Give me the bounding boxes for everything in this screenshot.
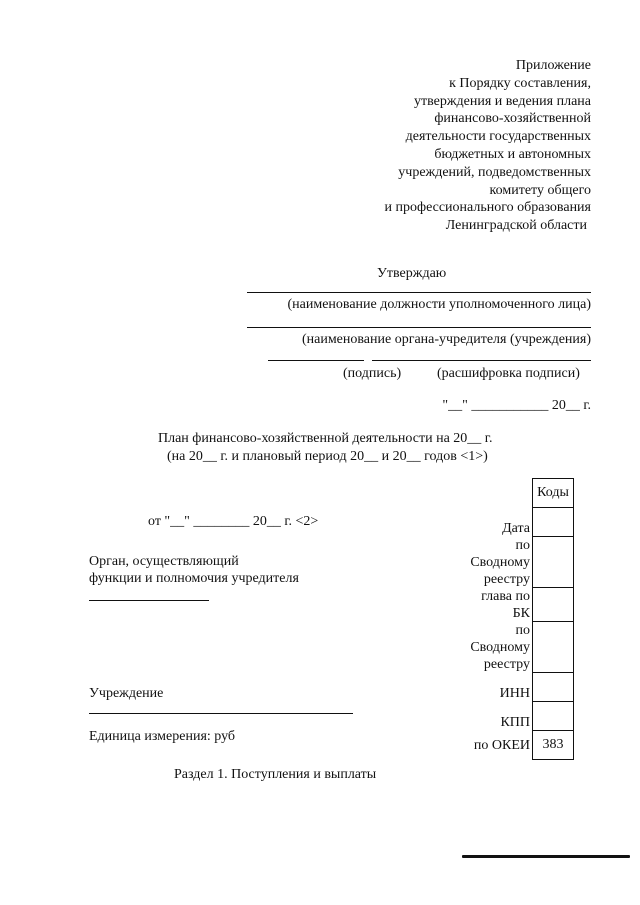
table-row: [464, 731, 574, 760]
position-caption: (наименование должности уполномоченного лица): [287, 297, 591, 312]
code-label-registry-2: по Сводному реестру: [470, 622, 530, 672]
approval-date: "__" ___________ 20__ г.: [442, 398, 591, 413]
table-row: [464, 537, 574, 588]
appendix-line: комитету общего: [489, 182, 591, 198]
appendix-line: учреждений, подведомственных: [398, 164, 591, 180]
code-label-inn: ИНН: [499, 685, 530, 701]
appendix-line: утверждения и ведения плана: [413, 93, 591, 109]
organ-field-line: [89, 600, 209, 601]
appendix-line: бюджетных и автономных: [434, 146, 591, 162]
codes-header: Коды: [533, 479, 574, 508]
organ-signature-line: [247, 327, 591, 328]
codes-header-row: [464, 479, 574, 508]
appendix-line: деятельности государственных: [405, 129, 591, 145]
table-row: [464, 622, 574, 673]
code-label-date: Дата: [502, 520, 530, 536]
code-value-okei[interactable]: 383: [533, 731, 574, 760]
code-label-bk: глава по БК: [481, 588, 530, 621]
table-row: [464, 702, 574, 731]
code-value-inn[interactable]: [533, 673, 574, 702]
signature-line: [268, 360, 364, 361]
organ-label-line2: функции и полномочия учредителя: [89, 571, 299, 586]
code-label-okei: по ОКЕИ: [473, 737, 530, 753]
code-value-registry-2[interactable]: [533, 622, 574, 673]
code-label-registry: по Сводному реестру: [470, 537, 530, 587]
institution-field-line: [89, 713, 353, 714]
signature-decode-line: [372, 360, 591, 361]
signature-caption: (подпись): [343, 366, 402, 381]
unit-label: Единица измерения: руб: [89, 729, 236, 744]
organ-label-line1: Орган, осуществляющий: [89, 554, 239, 569]
appendix-header: [300, 57, 591, 235]
table-row: [464, 673, 574, 702]
position-signature-line: [247, 292, 591, 293]
signature-decode-caption: (расшифровка подписи): [437, 366, 580, 381]
appendix-line: Приложение: [515, 58, 591, 73]
bottom-rule: [462, 855, 630, 858]
appendix-line: финансово-хозяйственной: [434, 111, 591, 127]
code-label-kpp: КПП: [500, 714, 530, 730]
table-row: [464, 588, 574, 622]
code-value-kpp[interactable]: [533, 702, 574, 731]
codes-table: [464, 478, 574, 760]
code-value-registry[interactable]: [533, 537, 574, 588]
plan-from-date: от "__" ________ 20__ г. <2>: [148, 514, 319, 529]
approval-title: Утверждаю: [377, 266, 447, 281]
table-row: [464, 508, 574, 537]
organ-caption: (наименование органа-учредителя (учреждения): [301, 332, 591, 347]
appendix-line: Ленинградской области: [445, 218, 587, 234]
section-title: Раздел 1. Поступления и выплаты: [174, 767, 377, 782]
plan-subtitle: (на 20__ г. и плановый период 20__ и 20__ годов <1>): [167, 449, 488, 464]
appendix-line: к Порядку составления,: [449, 75, 591, 91]
organ-label: [89, 553, 299, 587]
code-value-date[interactable]: [533, 508, 574, 537]
code-value-bk[interactable]: [533, 588, 574, 622]
institution-label: Учреждение: [89, 686, 164, 701]
appendix-line: и профессионального образования: [384, 200, 591, 216]
plan-title: План финансово-хозяйственной деятельности на 20__ г.: [158, 431, 493, 446]
